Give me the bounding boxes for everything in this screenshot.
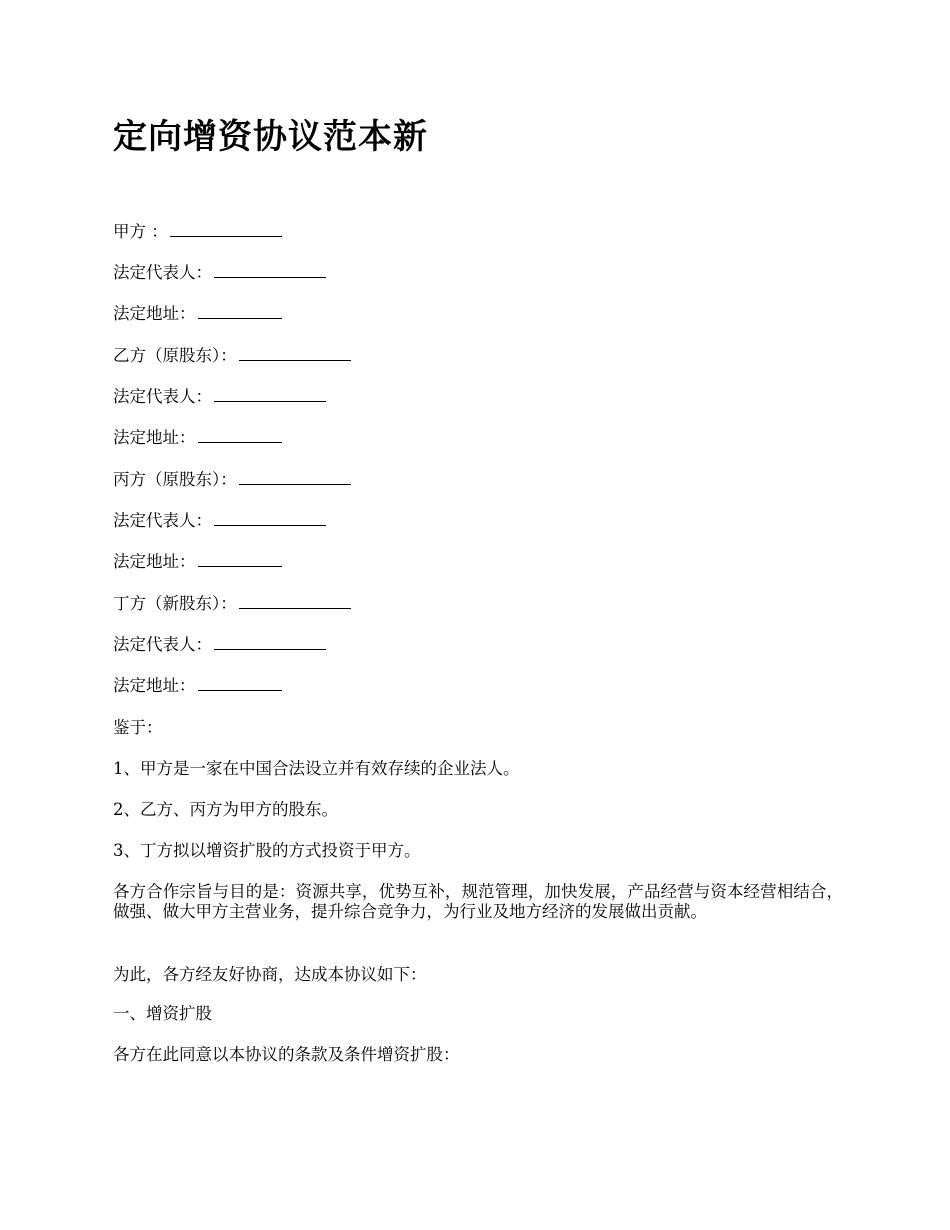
party-b-address-label: 法定地址： (113, 428, 196, 447)
party-b-rep-line (113, 386, 326, 408)
party-b-rep-label: 法定代表人： (113, 387, 212, 406)
party-a-address-blank[interactable] (198, 303, 282, 319)
party-d-address-blank[interactable] (198, 675, 282, 691)
party-d-rep-blank[interactable] (214, 634, 326, 650)
party-d-line (113, 593, 351, 615)
party-c-address-line (113, 551, 282, 573)
party-a-line (113, 221, 282, 243)
party-a-label: 甲方 ： (113, 222, 168, 241)
party-c-address-blank[interactable] (198, 551, 282, 567)
party-b-label: 乙方（原股东）： (113, 346, 237, 365)
party-c-rep-label: 法定代表人： (113, 511, 212, 530)
party-c-rep-line (113, 510, 326, 532)
whereas-heading: 鉴于： (113, 718, 163, 737)
party-c-label: 丙方（原股东）： (113, 470, 237, 489)
party-d-rep-line (113, 634, 326, 656)
party-a-rep-blank[interactable] (214, 262, 326, 278)
clause-1: 1、甲方是一家在中国合法设立并有效存续的企业法人。 (113, 759, 520, 778)
party-b-address-blank[interactable] (198, 427, 282, 443)
party-c-rep-blank[interactable] (214, 510, 326, 526)
party-d-address-label: 法定地址： (113, 676, 196, 695)
party-d-blank[interactable] (239, 593, 351, 609)
section-one-heading: 一、增资扩股 (113, 1004, 212, 1023)
party-a-address-line (113, 303, 282, 325)
document-title: 定向增资协议范本新 (113, 117, 428, 157)
party-b-blank[interactable] (239, 345, 351, 361)
party-a-rep-line (113, 262, 326, 284)
party-a-rep-label: 法定代表人： (113, 263, 212, 282)
party-d-rep-label: 法定代表人： (113, 635, 212, 654)
party-a-address-label: 法定地址： (113, 304, 196, 323)
party-b-rep-blank[interactable] (214, 386, 326, 402)
agreement-intro: 为此，各方经友好协商，达成本协议如下： (113, 965, 427, 984)
party-a-blank[interactable] (170, 221, 282, 237)
clause-3: 3、丁方拟以增资扩股的方式投资于甲方。 (113, 841, 421, 860)
party-d-label: 丁方（新股东）： (113, 594, 237, 613)
section-one-text: 各方在此同意以本协议的条款及条件增资扩股： (113, 1045, 460, 1064)
party-b-address-line (113, 427, 282, 449)
party-d-address-line (113, 675, 282, 697)
purpose-paragraph: 各方合作宗旨与目的是：资源共享，优势互补，规范管理，加快发展，产品经营与资本经营相结合，做强、做大甲方主营业务，提升综合竞争力，为行业及地方经济的发展做出贡献。 (113, 882, 843, 921)
party-c-blank[interactable] (239, 469, 351, 485)
clause-2: 2、乙方、丙方为甲方的股东。 (113, 800, 338, 819)
party-c-address-label: 法定地址： (113, 552, 196, 571)
party-c-line (113, 469, 351, 491)
party-b-line (113, 345, 351, 367)
